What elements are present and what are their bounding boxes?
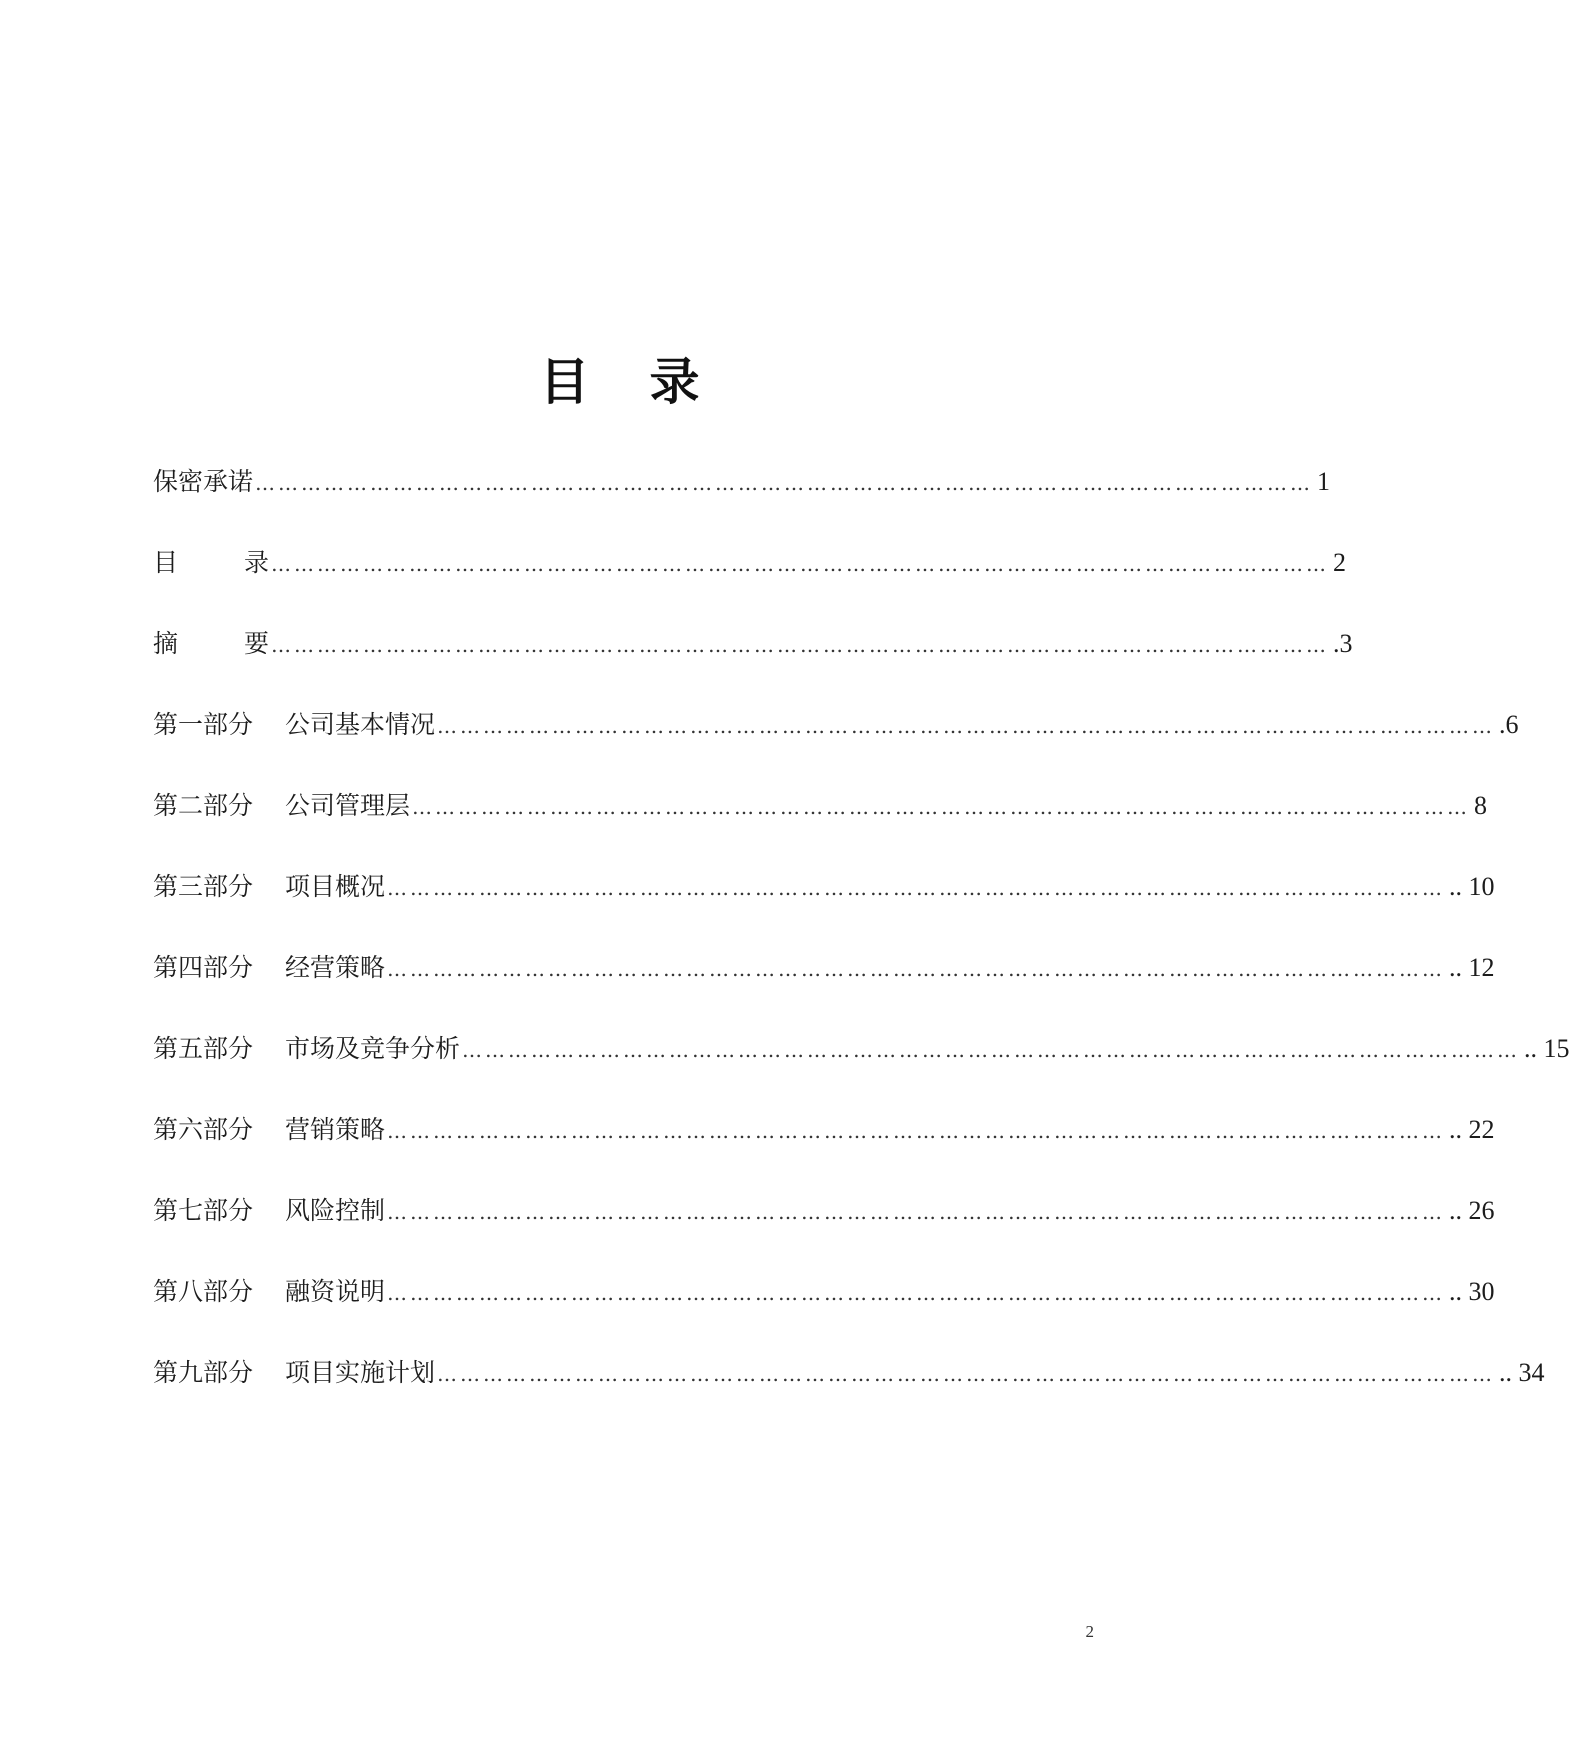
toc-leader: ………………………………………………………………………………………………………………………… bbox=[387, 1281, 1446, 1305]
toc-entry[interactable] bbox=[153, 1029, 1570, 1110]
toc-entry-label: 经营策略 bbox=[285, 953, 386, 982]
toc-entry[interactable] bbox=[153, 786, 1488, 867]
toc-entry[interactable] bbox=[153, 1110, 1495, 1191]
toc-entry[interactable] bbox=[153, 1272, 1495, 1353]
toc-part-label: 第一部分 bbox=[153, 710, 254, 739]
toc-entry[interactable] bbox=[153, 624, 1353, 705]
toc-entry[interactable] bbox=[153, 1353, 1545, 1434]
toc-entry[interactable] bbox=[153, 462, 1331, 543]
toc-leader: ………………………………………………………………………………………………………………………… bbox=[387, 1119, 1446, 1143]
toc-entry-label: 公司基本情况 bbox=[285, 710, 436, 739]
toc-page-number: .. 15 bbox=[1524, 1034, 1570, 1063]
toc-page-number: 8 bbox=[1474, 791, 1488, 820]
toc-entry-label: 项目实施计划 bbox=[285, 1358, 436, 1387]
toc-entry[interactable] bbox=[153, 705, 1519, 786]
toc-page-number: .. 22 bbox=[1449, 1115, 1495, 1144]
toc-page-number: .6 bbox=[1499, 710, 1519, 739]
toc-entry-label: 风险控制 bbox=[285, 1196, 386, 1225]
table-of-contents bbox=[153, 462, 1570, 1434]
toc-entry-label: 保密承诺 bbox=[153, 467, 254, 496]
toc-page-number: .3 bbox=[1333, 629, 1353, 658]
toc-label-char: 目 bbox=[153, 548, 179, 577]
toc-page-number: .. 34 bbox=[1499, 1358, 1545, 1387]
title-char-1: 目 bbox=[539, 353, 592, 411]
toc-page-number: .. 10 bbox=[1449, 872, 1495, 901]
toc-leader: ………………………………………………………………………………………………………………………… bbox=[387, 876, 1446, 900]
toc-leader: ………………………………………………………………………………………………………………………… bbox=[437, 714, 1496, 738]
toc-leader: ………………………………………………………………………………………………………………………… bbox=[437, 1362, 1496, 1386]
toc-entry-label: 营销策略 bbox=[285, 1115, 386, 1144]
toc-label-char: 要 bbox=[243, 629, 269, 658]
toc-page-number: .. 12 bbox=[1449, 953, 1495, 982]
toc-entry-label: 项目概况 bbox=[285, 872, 386, 901]
toc-entry-label: 融资说明 bbox=[285, 1277, 386, 1306]
toc-part-label: 第九部分 bbox=[153, 1358, 254, 1387]
toc-part-label: 第五部分 bbox=[153, 1034, 254, 1063]
toc-leader: ………………………………………………………………………………………………………………………… bbox=[271, 552, 1329, 576]
toc-entry[interactable] bbox=[153, 867, 1495, 948]
toc-page-number: .. 26 bbox=[1449, 1196, 1495, 1225]
toc-part-label: 第二部分 bbox=[153, 791, 254, 820]
page-title bbox=[0, 352, 1241, 412]
toc-leader: ………………………………………………………………………………………………………………………… bbox=[387, 1200, 1446, 1224]
footer-page-number: 2 bbox=[1085, 1622, 1094, 1641]
toc-entry-label: 公司管理层 bbox=[285, 791, 411, 820]
toc-label-char: 摘 bbox=[153, 629, 179, 658]
toc-page-number: 2 bbox=[1333, 548, 1346, 577]
toc-entry[interactable] bbox=[153, 948, 1495, 1029]
toc-part-label: 第三部分 bbox=[153, 872, 254, 901]
toc-leader: ………………………………………………………………………………………………………………………… bbox=[271, 633, 1329, 657]
toc-leader: ………………………………………………………………………………………………………………………… bbox=[387, 957, 1446, 981]
toc-entry[interactable] bbox=[153, 543, 1346, 624]
toc-page-number: 1 bbox=[1317, 467, 1331, 496]
toc-part-label: 第八部分 bbox=[153, 1277, 254, 1306]
toc-page-number: .. 30 bbox=[1449, 1277, 1495, 1306]
toc-entry[interactable] bbox=[153, 1191, 1495, 1272]
toc-leader: ………………………………………………………………………………………………………………………… bbox=[412, 795, 1471, 819]
toc-part-label: 第六部分 bbox=[153, 1115, 254, 1144]
toc-label-char: 录 bbox=[243, 548, 269, 577]
title-char-2: 录 bbox=[649, 353, 702, 411]
toc-entry-label: 市场及竞争分析 bbox=[285, 1034, 461, 1063]
toc-part-label: 第七部分 bbox=[153, 1196, 254, 1225]
toc-entry-label bbox=[153, 543, 269, 583]
toc-entry-label bbox=[153, 624, 269, 664]
toc-leader: ………………………………………………………………………………………………………………………… bbox=[255, 471, 1314, 495]
toc-leader: ………………………………………………………………………………………………………………………… bbox=[462, 1038, 1521, 1062]
toc-part-label: 第四部分 bbox=[153, 953, 254, 982]
